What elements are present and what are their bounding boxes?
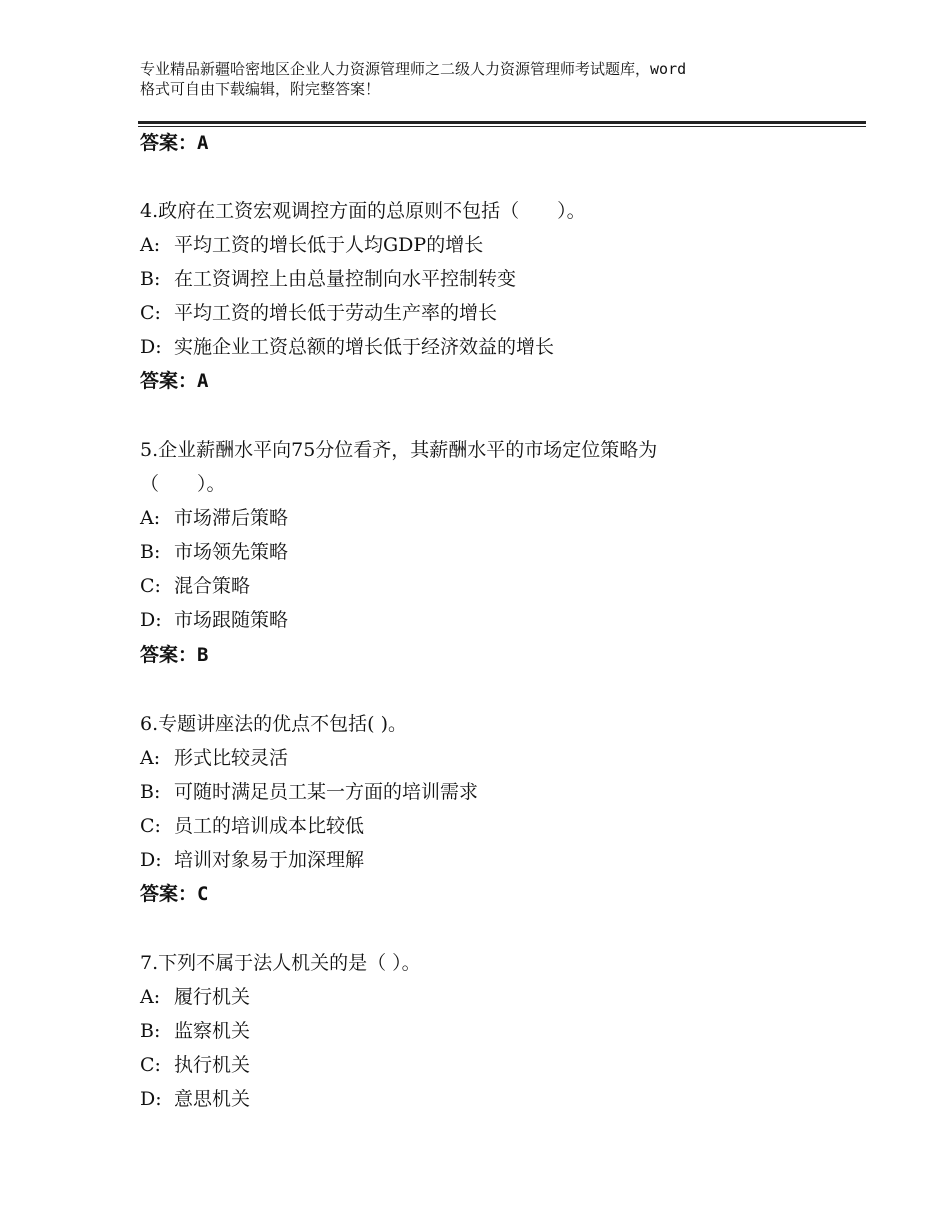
option-letter: D: <box>140 609 162 631</box>
option-text: 市场跟随策略 <box>174 609 289 631</box>
answer-label: 答案： <box>140 883 198 905</box>
option-text: 实施企业工资总额的增长低于经济效益的增长 <box>174 336 555 358</box>
option-b <box>140 1018 250 1044</box>
header-rule-thin <box>138 126 866 127</box>
option-text: 市场领先策略 <box>174 541 289 563</box>
option-b <box>140 779 478 805</box>
option-letter: C: <box>140 302 161 324</box>
answer-label: 答案： <box>140 132 198 154</box>
option-a <box>140 505 288 531</box>
question-5: 5.企业薪酬水平向75分位看齐，其薪酬水平的市场定位策略为 <box>140 439 658 461</box>
option-letter: D: <box>140 849 162 871</box>
option-text: 履行机关 <box>174 986 251 1008</box>
page-header <box>140 59 840 99</box>
option-d <box>140 1086 250 1112</box>
option-letter: A: <box>140 234 161 256</box>
option-c <box>140 573 250 599</box>
option-text: 培训对象易于加深理解 <box>174 849 365 871</box>
option-text: 监察机关 <box>174 1020 251 1042</box>
option-text: 执行机关 <box>174 1054 251 1076</box>
answer-line <box>140 642 208 668</box>
option-text: 员工的培训成本比较低 <box>174 815 365 837</box>
answer-value: A <box>197 370 209 392</box>
option-c <box>140 300 497 326</box>
option-letter: C: <box>140 815 161 837</box>
question-7: 7.下列不属于法人机关的是（ ）。 <box>140 952 421 974</box>
option-letter: B: <box>140 1020 161 1042</box>
option-c <box>140 1052 250 1078</box>
option-a <box>140 745 288 771</box>
option-letter: A: <box>140 507 161 529</box>
option-text: 可随时满足员工某一方面的培训需求 <box>174 781 479 803</box>
option-letter: B: <box>140 781 161 803</box>
option-text: 在工资调控上由总量控制向水平控制转变 <box>174 268 517 290</box>
option-d <box>140 847 364 873</box>
option-c <box>140 813 364 839</box>
answer-label: 答案： <box>140 644 198 666</box>
option-a <box>140 984 250 1010</box>
answer-label: 答案： <box>140 370 198 392</box>
option-b <box>140 266 516 292</box>
option-text: 平均工资的增长低于人均GDP的增长 <box>174 234 484 256</box>
question-4: 4.政府在工资宏观调控方面的总原则不包括（ ）。 <box>140 200 586 222</box>
answer-value: C <box>197 883 209 905</box>
option-letter: D: <box>140 336 162 358</box>
answer-value: A <box>197 132 209 154</box>
option-text: 混合策略 <box>174 575 251 597</box>
question-6: 6.专题讲座法的优点不包括( )。 <box>140 713 407 735</box>
answer-value: B <box>197 644 209 666</box>
option-text: 形式比较灵活 <box>174 747 289 769</box>
question-5-continuation: （ ）。 <box>140 473 226 495</box>
option-letter: D: <box>140 1088 162 1110</box>
option-letter: A: <box>140 986 161 1008</box>
option-letter: C: <box>140 1054 161 1076</box>
option-letter: B: <box>140 541 161 563</box>
answer-line <box>140 881 208 907</box>
header-rule-thick <box>138 121 866 124</box>
answer-line <box>140 130 208 156</box>
option-d <box>140 607 288 633</box>
option-b <box>140 539 288 565</box>
option-a <box>140 232 483 258</box>
option-text: 市场滞后策略 <box>174 507 289 529</box>
header-line-1: 专业精品新疆哈密地区企业人力资源管理师之二级人力资源管理师考试题库，word <box>140 60 687 78</box>
option-letter: C: <box>140 575 161 597</box>
option-letter: B: <box>140 268 161 290</box>
answer-line <box>140 368 208 394</box>
option-text: 意思机关 <box>174 1088 251 1110</box>
header-line-2: 格式可自由下载编辑，附完整答案！ <box>140 80 381 98</box>
option-text: 平均工资的增长低于劳动生产率的增长 <box>174 302 498 324</box>
option-d <box>140 334 554 360</box>
option-letter: A: <box>140 747 161 769</box>
